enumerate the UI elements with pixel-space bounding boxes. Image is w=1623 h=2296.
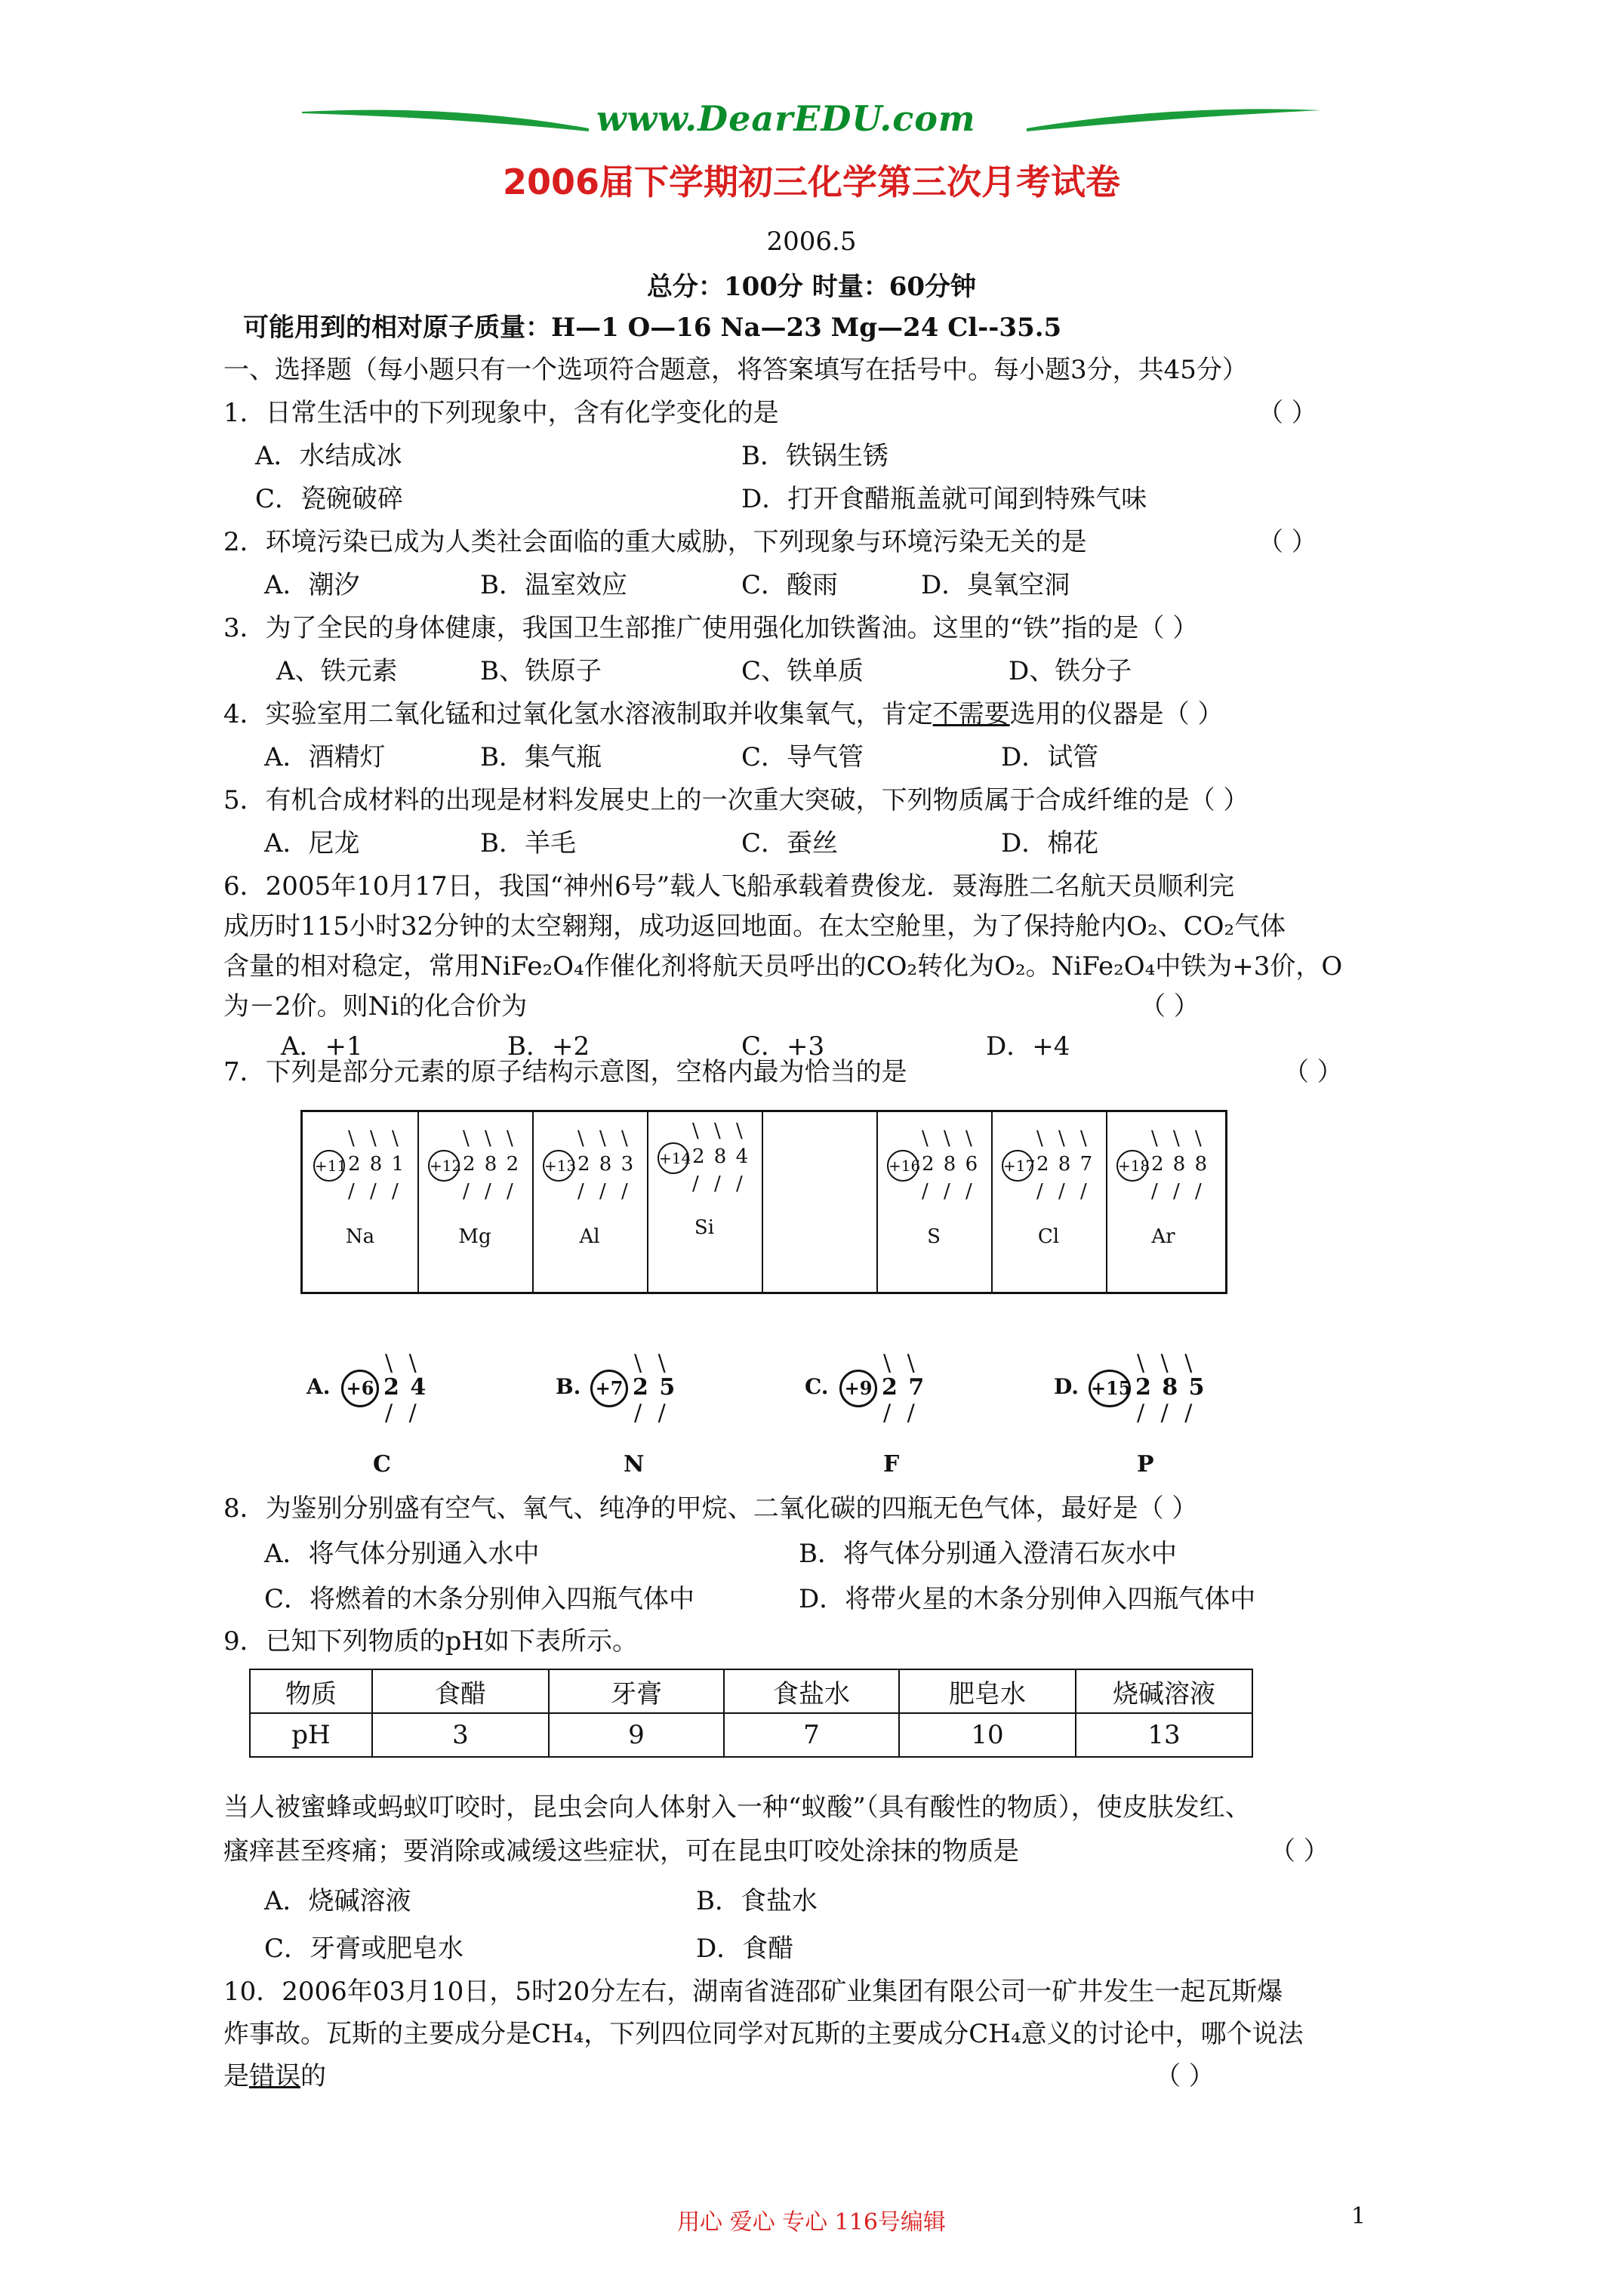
q5-stem: 5．有机合成材料的出现是材料发展史上的一次重大突破，下列物质属于合成纤维的是（ ） [223, 785, 1249, 815]
q2-answer-blank: （ ） [1258, 527, 1317, 557]
symbol-na: Na [345, 1225, 375, 1248]
q3-option-a: A、铁元素 [276, 656, 398, 686]
atom-cell-s [876, 1112, 993, 1292]
nucleus-al: +13 [543, 1150, 574, 1182]
q1-option-b: B．铁锅生锈 [741, 441, 888, 471]
site-logo-text: www.DearEDU.com [596, 98, 976, 139]
q10-answer-blank: （ ） [1155, 2061, 1215, 2091]
symbol-ar: Ar [1151, 1225, 1175, 1248]
table-cell: 10 [899, 1713, 1076, 1757]
q4-option-c: C．导气管 [741, 742, 864, 772]
table-cell: 肥皂水 [899, 1669, 1076, 1713]
q8-option-d: D．将带火星的木条分别伸入四瓶气体中 [799, 1584, 1256, 1614]
q4-option-b: B．集气瓶 [480, 742, 602, 772]
nucleus-s: +16 [887, 1150, 919, 1182]
q6-option-b: B．+2 [507, 1031, 590, 1062]
score-time: 总分：100分 时量：60分钟 [646, 272, 977, 302]
q8-option-a: A．将气体分别通入水中 [264, 1539, 540, 1569]
q8-option-b: B．将气体分别通入澄清石灰水中 [799, 1539, 1177, 1569]
table-cell: 食醋 [372, 1669, 549, 1713]
q2-option-c: C．酸雨 [741, 570, 839, 600]
atom-cell-al [532, 1112, 648, 1292]
table-cell: pH [250, 1713, 372, 1757]
table-row [250, 1713, 1252, 1757]
q7-option-c-symbol: F [883, 1451, 900, 1478]
shell-arcs-bottom: / / / [922, 1180, 977, 1203]
q5-option-d: D．棉花 [1001, 828, 1099, 858]
q7-option-c-letter: C. [805, 1374, 829, 1399]
q4-option-a: A．酒精灯 [264, 742, 386, 772]
shell-arcs-bottom: / / / [1151, 1180, 1206, 1203]
atom-cell-mg [417, 1112, 534, 1292]
shells-ar: 2 8 8 [1151, 1153, 1209, 1176]
shell-arcs-top: \ \ \ [463, 1127, 518, 1150]
q7-option-a-letter: A. [306, 1374, 331, 1399]
ph-table [249, 1669, 1253, 1758]
shell-arcs-top: \ \ \ [1137, 1350, 1197, 1376]
q7-answer-blank: （ ） [1283, 1057, 1343, 1087]
symbol-al: Al [579, 1225, 600, 1248]
q7-option-b-symbol: N [624, 1451, 645, 1478]
shell-arcs-bottom: / / [634, 1400, 670, 1426]
shell-arcs-bottom: / / [385, 1400, 421, 1426]
page-title: 2006届下学期初三化学第三次月考试卷 [502, 162, 1121, 202]
shells-al: 2 8 3 [577, 1153, 636, 1176]
q9-answer-blank: （ ） [1270, 1836, 1329, 1866]
shell-arcs-top: \ \ \ [1151, 1127, 1206, 1150]
q8-option-c: C．将燃着的木条分别伸入四瓶气体中 [264, 1584, 695, 1614]
q7-option-a-symbol: C [373, 1451, 391, 1478]
q9-option-b: B．食盐水 [696, 1886, 818, 1916]
q3-option-d: D、铁分子 [1009, 656, 1132, 686]
q5-option-c: C．蚕丝 [741, 828, 839, 858]
q6-line-1: 6．2005年10月17日，我国“神州6号”载人飞船承载着费俊龙．聂海胜二名航天员顺利完 [223, 871, 1235, 901]
q7-option-a-nucleus: +6 [341, 1370, 379, 1407]
atom-cell-blank [762, 1112, 878, 1292]
q9-passage-2: 瘙痒甚至疼痛；要消除或减缓这些症状，可在昆虫叮咬处涂抹的物质是 [223, 1836, 1019, 1866]
symbol-si: Si [694, 1216, 715, 1239]
q2-option-d: D．臭氧空洞 [921, 570, 1070, 600]
q7-option-c-nucleus: +9 [839, 1370, 877, 1407]
q3-stem: 3．为了全民的身体健康，我国卫生部推广使用强化加铁酱油。这里的“铁”指的是（ ） [223, 613, 1199, 643]
shell-arcs-top: \ \ \ [692, 1120, 747, 1142]
atom-cell-si [647, 1112, 763, 1292]
shell-arcs-top: \ \ \ [577, 1127, 633, 1150]
atom-cell-ar [1106, 1112, 1221, 1292]
q7-option-a-shells: 2 4 [383, 1374, 428, 1401]
q10-emphasis: 错误 [249, 2061, 300, 2091]
table-cell: 9 [549, 1713, 724, 1757]
q6-line-3: 含量的相对稳定，常用NiFe₂O₄作催化剂将航天员呼出的CO₂转化为O₂。NiFe₂O₄中铁为+3价，O [223, 951, 1343, 982]
table-cell: 食盐水 [724, 1669, 899, 1713]
q2-option-b: B．温室效应 [480, 570, 627, 600]
q6-option-c: C．+3 [741, 1031, 825, 1062]
q9-passage-1: 当人被蜜蜂或蚂蚁叮咬时，昆虫会向人体射入一种“蚁酸”（具有酸性的物质），使皮肤发红、 [223, 1792, 1251, 1823]
q6-option-d: D．+4 [986, 1031, 1070, 1062]
q7-option-d-letter: D. [1054, 1374, 1079, 1399]
q3-option-c: C、铁单质 [741, 656, 864, 686]
q1-stem: 1．日常生活中的下列现象中，含有化学变化的是 [223, 398, 779, 428]
q4-stem [223, 696, 1223, 732]
shell-arcs-bottom: / / / [692, 1173, 747, 1195]
shells-na: 2 8 1 [348, 1153, 406, 1176]
q6-line-2: 成历时115小时32分钟的太空翱翔，成功返回地面。在太空舱里，为了保持舱内O₂、CO₂气体 [223, 911, 1286, 942]
shell-arcs-top: \ \ [883, 1350, 919, 1376]
atom-cell-na [303, 1112, 419, 1292]
q7-option-d [1054, 1336, 1280, 1487]
q3-option-b: B、铁原子 [480, 656, 602, 686]
table-cell: 3 [372, 1713, 549, 1757]
q9-stem: 9．已知下列物质的pH如下表所示。 [223, 1626, 639, 1657]
q2-stem: 2．环境污染已成为人类社会面临的重大威胁，下列现象与环境污染无关的是 [223, 527, 1087, 557]
q9-option-a: A．烧碱溶液 [264, 1886, 411, 1916]
shells-si: 2 8 4 [692, 1145, 750, 1168]
q6-answer-blank: （ ） [1140, 991, 1200, 1022]
shell-arcs-bottom: / / / [577, 1180, 633, 1203]
shell-arcs-bottom: / / [883, 1400, 919, 1426]
q10-line-3-post: 的 [300, 2061, 326, 2091]
table-cell: 物质 [250, 1669, 372, 1713]
symbol-cl: Cl [1037, 1225, 1060, 1248]
shell-arcs-bottom: / / / [1036, 1180, 1092, 1203]
q6-line-4: 为－2价。则Ni的化合价为 [223, 991, 528, 1022]
q10-line-3 [223, 2058, 326, 2094]
shells-s: 2 8 6 [922, 1153, 980, 1176]
atomic-structure-diagram [300, 1110, 1227, 1294]
q7-option-d-nucleus: +15 [1089, 1370, 1131, 1407]
shell-arcs-top: \ \ [634, 1350, 670, 1376]
q7-option-d-symbol: P [1137, 1451, 1154, 1478]
shell-arcs-top: \ \ [385, 1350, 421, 1376]
shell-arcs-top: \ \ \ [922, 1127, 977, 1150]
q9-option-d: D．食醋 [696, 1934, 794, 1964]
q10-line-1: 10．2006年03月10日，5时20分左右，湖南省涟邵矿业集团有限公司一矿井发生一起瓦斯爆 [223, 1977, 1283, 2007]
q1-answer-blank: （ ） [1258, 398, 1317, 428]
q1-option-c: C．瓷碗破碎 [255, 484, 404, 514]
symbol-mg: Mg [458, 1225, 491, 1248]
q10-line-2: 炸事故。瓦斯的主要成分是CH₄，下列四位同学对瓦斯的主要成分CH₄意义的讨论中，哪个说法 [223, 2019, 1304, 2049]
shell-arcs-bottom: / / / [1137, 1400, 1197, 1426]
footer-text: 用心 爱心 专心 116号编辑 [677, 2209, 946, 2236]
q4-stem-pre: 4．实验室用二氧化锰和过氧化氢水溶液制取并收集氧气，肯定 [223, 699, 933, 729]
q7-option-b-nucleus: +7 [590, 1370, 628, 1407]
table-cell: 13 [1076, 1713, 1252, 1757]
q7-option-b-shells: 2 5 [633, 1374, 677, 1401]
q2-option-a: A．潮汐 [264, 570, 360, 600]
section-heading: 一、选择题（每小题只有一个选项符合题意，将答案填写在括号中。每小题3分，共45分） [223, 355, 1248, 385]
q7-option-b [556, 1336, 767, 1487]
nucleus-na: +11 [313, 1150, 345, 1182]
table-cell: 烧碱溶液 [1076, 1669, 1252, 1713]
q4-stem-post: 选用的仪器是（ ） [1009, 699, 1224, 729]
q5-option-a: A．尼龙 [264, 828, 360, 858]
q7-stem: 7．下列是部分元素的原子结构示意图，空格内最为恰当的是 [223, 1057, 907, 1087]
table-cell: 7 [724, 1713, 899, 1757]
nucleus-mg: +12 [428, 1150, 460, 1182]
nucleus-cl: +17 [1002, 1150, 1033, 1182]
q4-option-d: D．试管 [1001, 742, 1099, 772]
shell-arcs-bottom: / / / [463, 1180, 518, 1203]
q7-option-d-shells: 2 8 5 [1135, 1374, 1206, 1401]
q6-option-a: A．+1 [281, 1031, 363, 1062]
q10-line-3-pre: 是 [223, 2061, 249, 2091]
shells-mg: 2 8 2 [463, 1153, 521, 1176]
shell-arcs-bottom: / / / [348, 1180, 403, 1203]
atomic-mass-note: 可能用到的相对原子质量：H—1 O—16 Na—23 Mg—24 Cl--35.5 [243, 313, 1062, 343]
table-cell: 牙膏 [549, 1669, 724, 1713]
exam-date: 2006.5 [766, 227, 857, 257]
nucleus-si: +14 [658, 1142, 689, 1174]
nucleus-ar: +18 [1116, 1150, 1148, 1182]
q8-stem: 8．为鉴别分别盛有空气、氧气、纯净的甲烷、二氧化碳的四瓶无色气体，最好是（ ） [223, 1493, 1198, 1524]
q5-option-b: B．羊毛 [480, 828, 576, 858]
q7-option-a [306, 1336, 518, 1487]
shell-arcs-top: \ \ \ [1036, 1127, 1092, 1150]
atom-cell-cl [991, 1112, 1107, 1292]
page-number: 1 [1351, 2203, 1366, 2230]
q7-option-c [805, 1336, 1016, 1487]
symbol-s: S [927, 1225, 941, 1248]
table-row [250, 1669, 1252, 1713]
q7-option-c-shells: 2 7 [882, 1374, 926, 1401]
shell-arcs-top: \ \ \ [348, 1127, 403, 1150]
q9-option-c: C．牙膏或肥皂水 [264, 1934, 464, 1964]
q4-stem-emphasis: 不需要 [932, 699, 1010, 729]
q1-option-d: D．打开食醋瓶盖就可闻到特殊气味 [741, 484, 1147, 514]
q1-option-a: A．水结成冰 [255, 441, 402, 471]
shells-cl: 2 8 7 [1036, 1153, 1095, 1176]
q7-option-b-letter: B. [556, 1374, 581, 1399]
